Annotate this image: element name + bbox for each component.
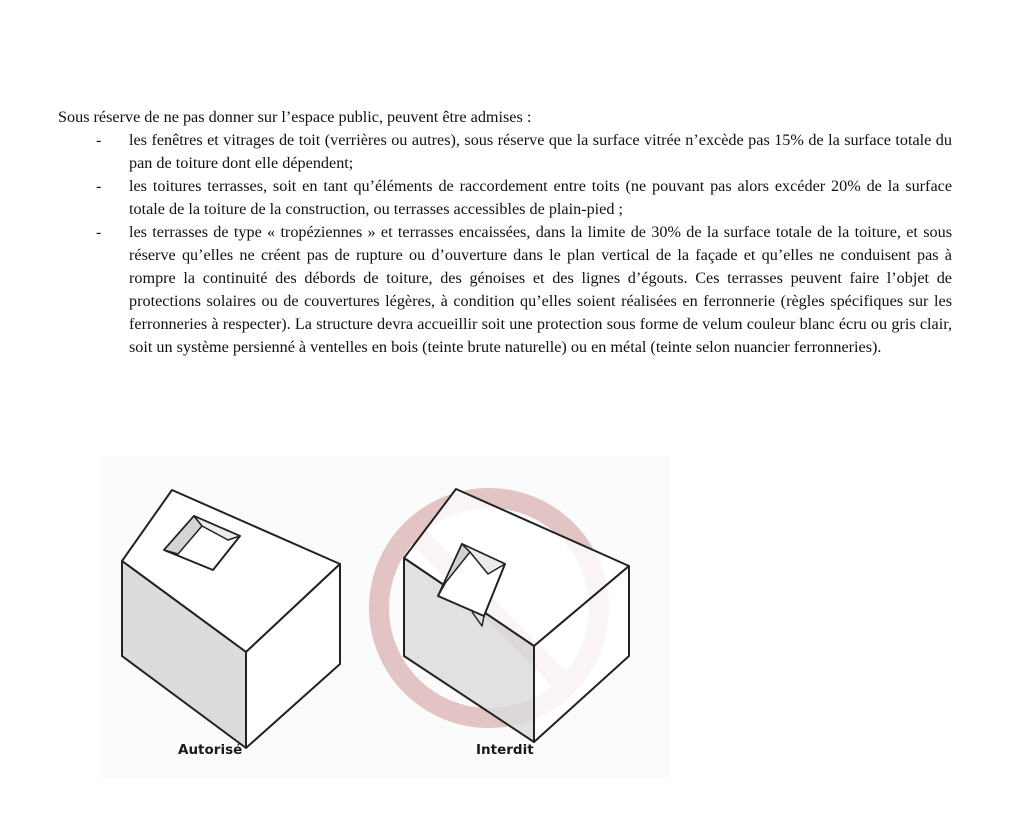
body-text <box>58 106 952 359</box>
list-item-roof-terraces <box>58 175 952 221</box>
illustration-svg <box>100 456 670 778</box>
caption-authorized: Autorisé <box>178 742 243 758</box>
bullet-dash: - <box>96 223 102 241</box>
bullet-dash: - <box>96 177 102 195</box>
intro-paragraph: Sous réserve de ne pas donner sur l’espace public, peuvent être admises : <box>58 108 532 126</box>
house-authorized <box>122 490 340 748</box>
list-item-text: les fenêtres et vitrages de toit (verrières ou autres), sous réserve que la surface vitrée n’excède pas 15% de la surface totale du pan de toiture dont elle dépendent; <box>129 131 952 172</box>
bullet-dash: - <box>96 131 102 149</box>
list-item-text: les terrasses de type « tropéziennes » et terrasses encaissées, dans la limite de 30% de la surface totale de la toiture, et sous réserve qu’elles ne créent pas de rupture ou d’ouverture dans le plan vertical de la façade et qu’elles ne conduisent pas à rompre la continuité des débords de toiture, des génoises et des lignes d’égouts. Ces terrasses peuvent faire l’objet de protections solaires ou de couvertures légères, à condition qu’elles soient réalisées en ferronnerie (règles spécifiques sur les ferronneries à respecter). La structure devra accueillir soit une protection sous forme de velum couleur blanc écru ou gris clair, soit un système persienné à ventelles en bois (teinte brute naturelle) ou en métal (teinte selon nuancier ferronneries). <box>129 223 952 356</box>
conditions-list <box>58 129 952 359</box>
list-item-text: les toitures terrasses, soit en tant qu’éléments de raccordement entre toits (ne pouvant pas alors excéder 20% de la surface totale de la toiture de la construction, ou terrasses accessibles de plain-pied ; <box>129 177 952 218</box>
caption-forbidden: Interdit <box>476 742 534 758</box>
list-item-tropezienne-terraces <box>58 221 952 359</box>
roof-illustration <box>100 456 670 778</box>
list-item-skylights <box>58 129 952 175</box>
